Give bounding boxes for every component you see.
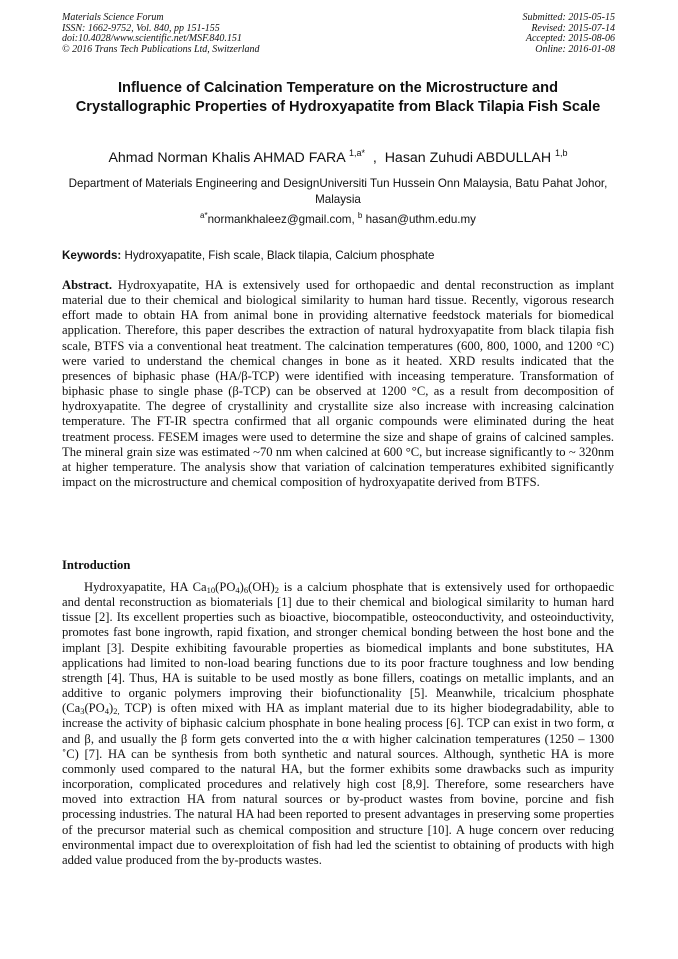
intro-text-segment: ) <box>239 580 244 594</box>
doi-line: doi:10.4028/www.scientific.net/MSF.840.151 <box>62 33 242 44</box>
abstract-label: Abstract. <box>62 278 113 292</box>
accepted-date: Accepted: 2015-08-06 <box>525 33 615 44</box>
intro-subscript: 2 <box>274 585 279 595</box>
journal-info <box>62 13 260 55</box>
author-2: Hasan Zuhudi ABDULLAH <box>384 150 552 166</box>
email-b-link[interactable]: hasan@uthm.edu.my <box>365 213 476 226</box>
intro-text-segment: TCP) is often mixed with HA as implant material due to its higher biodegradability, able to increase the activity of biphasic calcium phosphate in bone healing process [6]. TCP can exist in two form, α and β, and usually the β form gets converted into the α with higher calcination temperatures (1250 – 1300 ˚C) [7]. HA can be synthesis from both synthetic and natural sources. Although, synthetic HA is more commonly used compared to the natural HA, but the former exhibits some drawbacks such as impurity incorporation, complicated procedures and relatively high cost [8,9]. Therefore, some researchers have moved into extraction HA from natural sources or by-product wastes from bovine, porcine and fish processing industries. The natural HA had been reported to present advantages in preserving some properties of the precursor material such as chemical composition and structure [10]. A huge concern over reducing environmental impact due to overexploitation of fish had led the scientist to obtaining of products with high added value produced from the by-products wastes. <box>62 701 614 867</box>
journal-name: Materials Science Forum <box>62 12 164 23</box>
author-1: Ahmad Norman Khalis AHMAD FARA <box>108 150 345 166</box>
intro-text-segment: (PO <box>215 580 236 594</box>
intro-subscript: 2, <box>113 706 120 717</box>
submitted-date: Submitted: 2015-05-15 <box>522 12 615 23</box>
author-2-affiliation-mark: 1,b <box>555 148 568 158</box>
abstract <box>62 278 614 490</box>
introduction-heading: Introduction <box>62 558 131 572</box>
introduction-paragraph <box>62 580 614 868</box>
issn-line: ISSN: 1662-9752, Vol. 840, pp 151-155 <box>62 22 220 34</box>
keywords <box>62 249 614 263</box>
paper-title: Influence of Calcination Temperature on the Microstructure and Crystallographic Properties of Hydroxyapatite from Black Tilapia Fish Scale <box>75 80 601 115</box>
keywords-text: Hydroxyapatite, Fish scale, Black tilapia, Calcium phosphate <box>124 249 435 262</box>
intro-text-segment: (OH) <box>248 580 275 594</box>
email-b-mark: b <box>357 211 363 220</box>
intro-text-segment: Hydroxyapatite, HA Ca <box>84 580 207 594</box>
intro-text-segment: is a calcium phosphate that is extensively used for orthopaedic and dental reconstruction as biomaterials [1] due to their chemical and biological similarity to human hard tissue [2]. Its excellent properties such as bioactive, biocompatible, osteoconductivity, and osteoinductivity, promotes fast bone ingrowth, rapid fixation, and stronger chemical bonding between the host bone and the implant [3]. Despite exhibiting favourable properties as biomedical implants and bone substitutes, HA applications had limited to non-load bearing functions due to its poor fracture toughness and low bending strength [4]. Thus, HA is suitable to be used mostly as bone fillers, coatings on metallic implants, and an additive to organic polymers improving their biofunctionality [5]. Meanwhile, tricalcium phosphate (Ca <box>62 580 614 716</box>
intro-text-segment: (PO <box>84 701 105 716</box>
author-separator: , <box>368 150 381 166</box>
copyright-line: © 2016 Trans Tech Publications Ltd, Switzerland <box>62 43 260 55</box>
revised-date: Revised: 2015-07-14 <box>531 22 615 34</box>
intro-text-segment: ) <box>108 701 114 716</box>
email-a-mark: a* <box>200 211 208 220</box>
email-line <box>62 213 614 227</box>
online-date: Online: 2016-01-08 <box>535 43 615 55</box>
intro-subscript: 10 <box>206 585 216 595</box>
intro-subscript: 4 <box>104 706 109 717</box>
email-a-link[interactable]: normankhaleez@gmail.com, <box>207 213 355 226</box>
intro-subscript: 3 <box>80 706 85 717</box>
affiliation: Department of Materials Engineering and DesignUniversiti Tun Hussein Onn Malaysia, Batu Pahat Johor, Malaysia <box>68 177 608 206</box>
keywords-label: Keywords: <box>62 249 122 262</box>
intro-subscript: 4 <box>235 585 240 595</box>
author-line <box>62 150 614 166</box>
abstract-text: Hydroxyapatite, HA is extensively used for orthopaedic and dental reconstruction as implant material due to their chemical and biological similarity to human hard tissue. Recently, vigorous research effort made to obtain HA from animal bone in providing alternative feedstock materials for biomedical application. Therefore, this paper describes the extraction of natural hydroxyapatite from black tilapia fish scale, BTFS via a conventional heat treatment. The calcination temperatures (600, 800, 1000, and 1200 °C) were varied to understand the chemical changes in bone as it heated. XRD results indicated that the presences of biphasic phase (HA/β-TCP) were identified with inceasing temperature. Transformation of biphasic phase to single phase (β-TCP) can be observed at 1200 °C, as a result from decomposition of hydroxyapatite. The degree of crystallinity and crystallite size also increase with increasing calcination temperature. The FT-IR spectra confirmed that all organic compounds were eliminated during the heat treatment process. FESEM images were used to determine the size and shape of grains of calcined samples. The mineral grain size was estimated ~70 nm when calcined at 600 °C, but increase significantly to ~ 320nm at higher temperature. The analysis show that variation of calcination temperatures exhibited significantly impact on the microstructure and chemical composition of hydroxyapatite derived from BTFS. <box>62 278 614 490</box>
author-1-affiliation-mark: 1,a* <box>348 148 365 158</box>
publication-dates <box>523 13 616 55</box>
intro-subscript: 6 <box>243 585 249 595</box>
